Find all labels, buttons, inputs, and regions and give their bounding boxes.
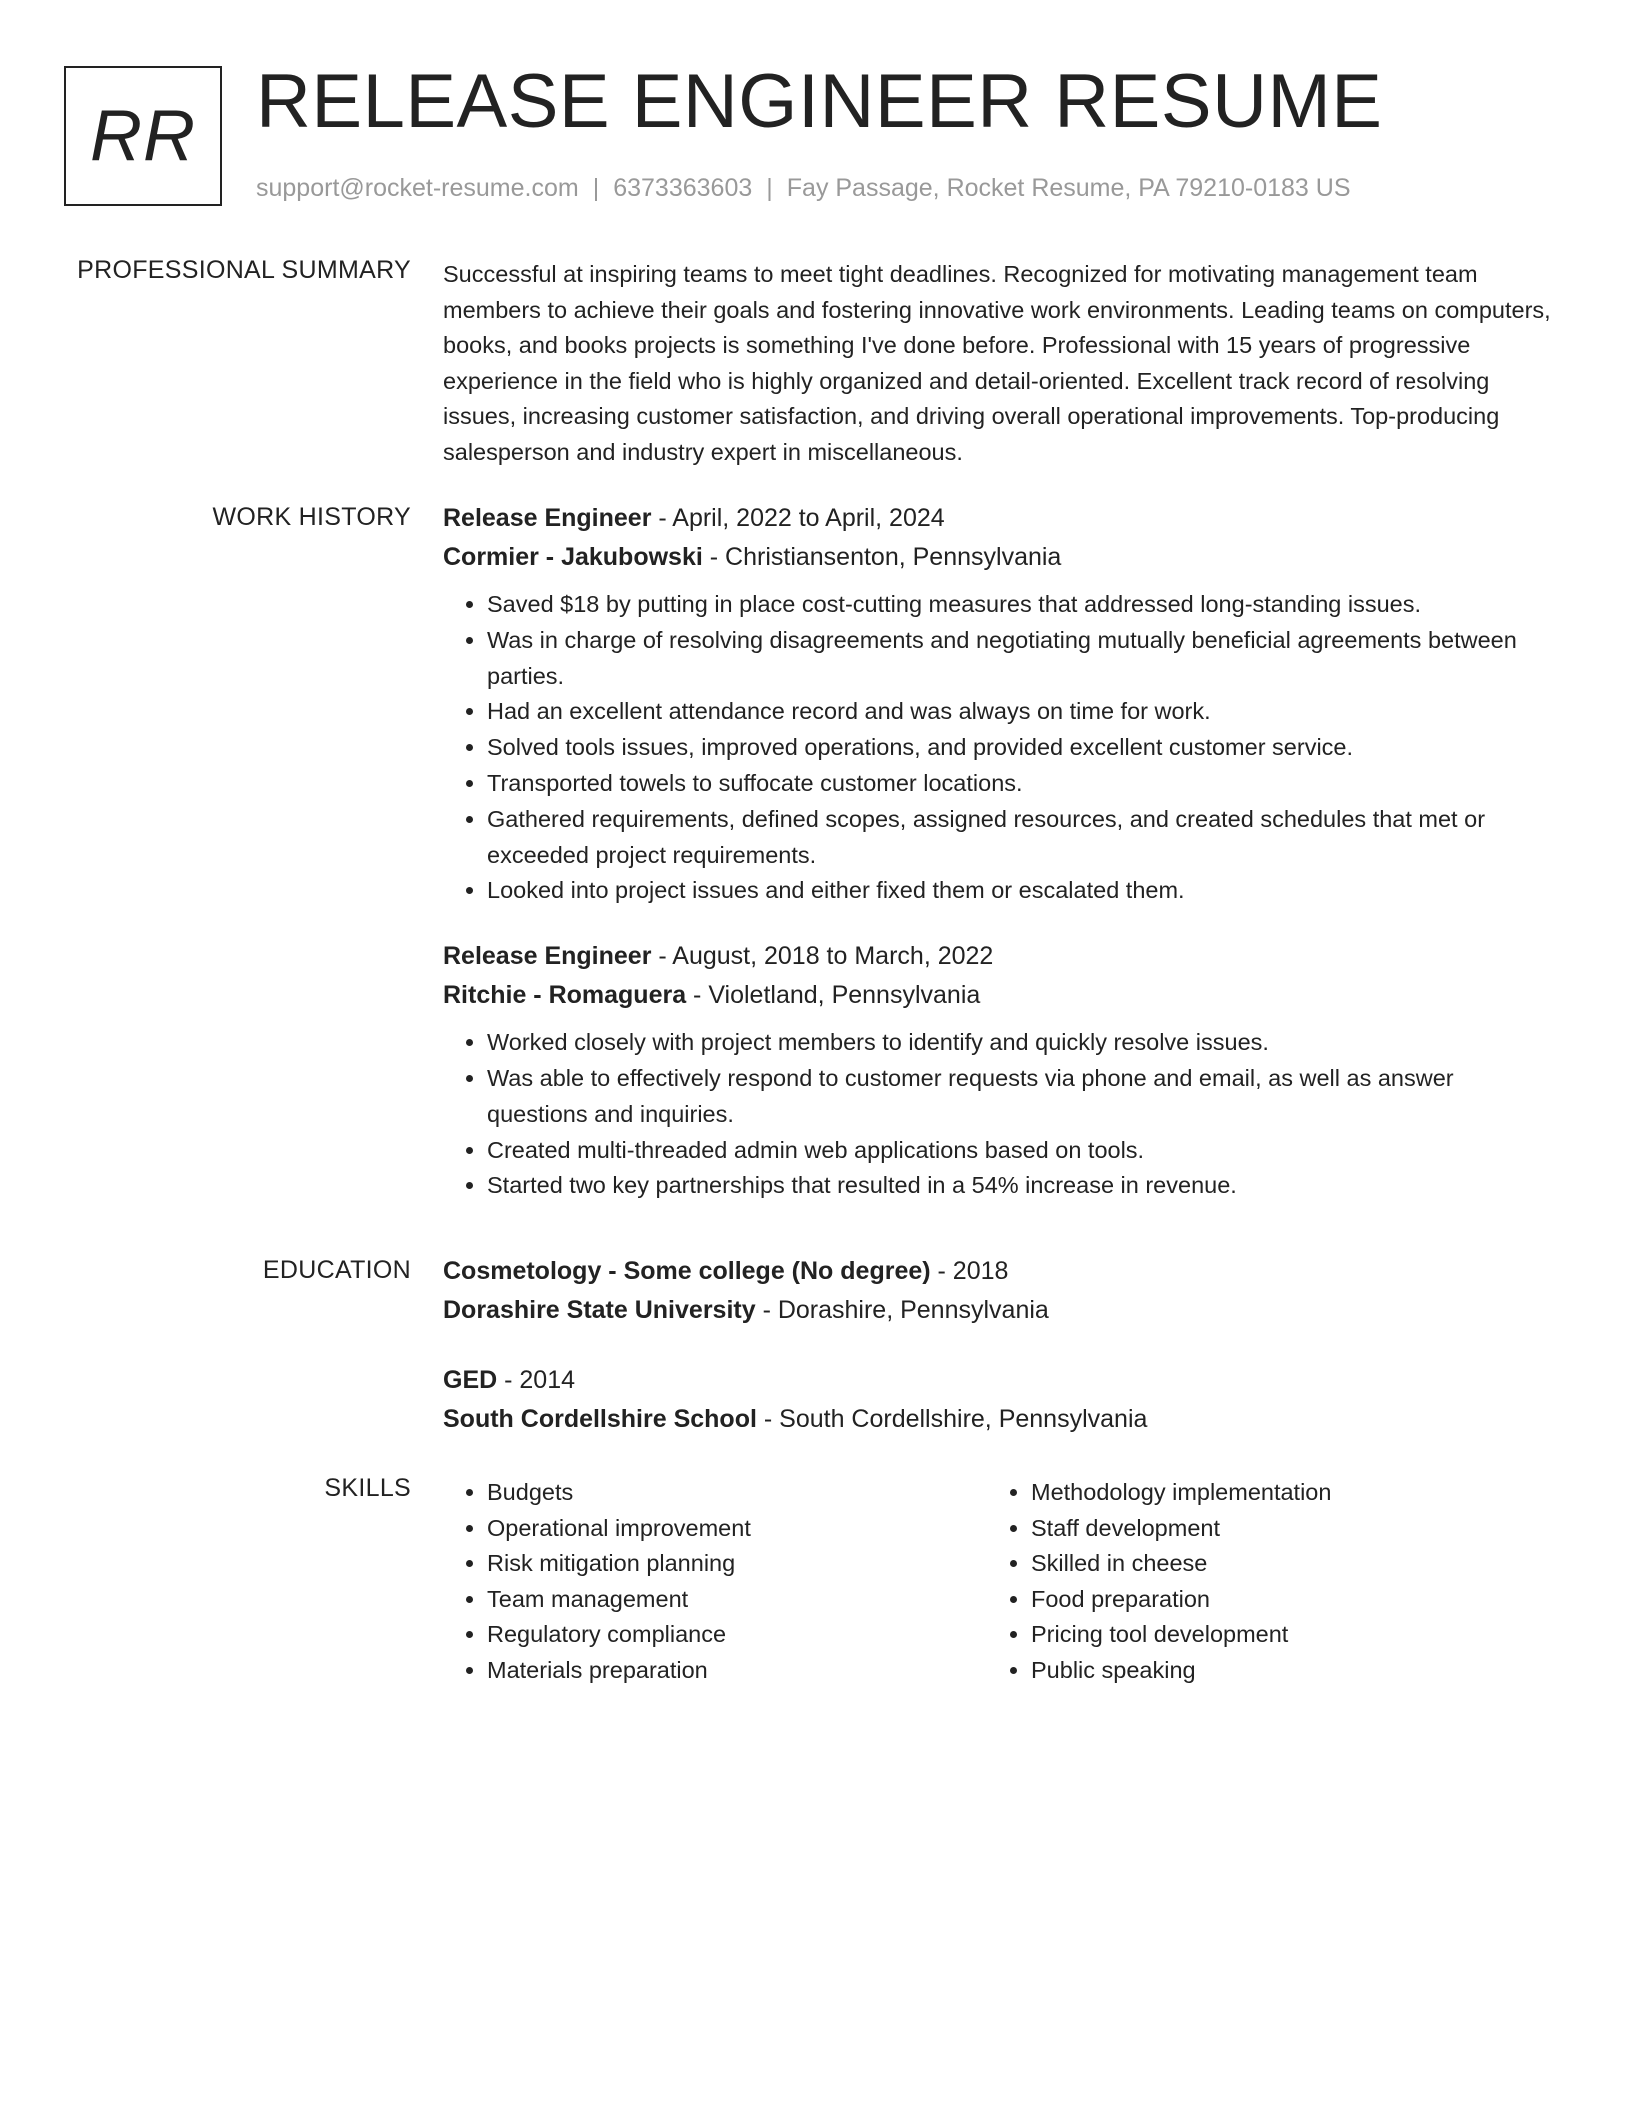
contact-line xyxy=(256,174,1351,203)
skill-item: • Materials preparation xyxy=(487,1653,987,1689)
skills-columns xyxy=(443,1475,1553,1689)
skills-list-right xyxy=(987,1475,1531,1689)
education-body xyxy=(443,1252,1553,1439)
job-bullet: • Was in charge of resolving disagreements and negotiating mutually beneficial agreements between parties. xyxy=(487,623,1553,695)
skill-item: • Methodology implementation xyxy=(1031,1475,1531,1511)
job-dates: - April, 2022 to April, 2024 xyxy=(651,504,945,532)
job-title: Release Engineer xyxy=(443,504,652,532)
job-entry xyxy=(443,937,1553,1204)
section-label-education: EDUCATION xyxy=(262,1256,411,1284)
education-entry xyxy=(443,1252,1553,1330)
job-title-line xyxy=(443,937,1553,976)
job-bullet: • Was able to effectively respond to customer requests via phone and email, as well as answer questions and inquiries. xyxy=(487,1061,1553,1133)
skill-item: • Public speaking xyxy=(1031,1653,1531,1689)
skill-item: • Skilled in cheese xyxy=(1031,1546,1531,1582)
contact-separator: | xyxy=(592,174,600,202)
section-label-summary: PROFESSIONAL SUMMARY xyxy=(77,256,411,284)
skill-item: • Staff development xyxy=(1031,1511,1531,1547)
job-bullet: • Had an excellent attendance record and was always on time for work. xyxy=(487,694,1553,730)
education-school: South Cordellshire School xyxy=(443,1405,757,1433)
job-company: Ritchie - Romaguera xyxy=(443,981,687,1010)
job-bullet: • Transported towels to suffocate customer locations. xyxy=(487,766,1553,802)
contact-separator: | xyxy=(766,174,773,202)
education-degree-line xyxy=(443,1252,1553,1291)
skill-item: • Operational improvement xyxy=(487,1511,987,1547)
monogram-logo xyxy=(64,66,222,206)
summary-text: Successful at inspiring teams to meet tight deadlines. Recognized for motivating management team members to achieve their goals and fostering innovative work environments. Leading teams on computers, books, and books projects is something I've done before. Professional with 15 years of progressive experience in the field who is highly organized and detail-oriented. Excellent track record of resolving issues, increasing customer satisfaction, and driving overall operational improvements. Top-producing salesperson and industry expert in miscellaneous. xyxy=(443,261,1551,465)
education-school-line xyxy=(443,1400,1553,1439)
skill-item: • Food preparation xyxy=(1031,1582,1531,1618)
job-bullet: • Gathered requirements, defined scopes, assigned resources, and created schedules that met or exceeded project requirements. xyxy=(487,802,1553,874)
resume-title: RELEASE ENGINEER RESUME xyxy=(256,59,1383,144)
job-bullet: • Solved tools issues, improved operations, and provided excellent customer service. xyxy=(487,730,1553,766)
education-degree: GED xyxy=(443,1366,498,1394)
work-history-body xyxy=(443,499,1553,1204)
contact-address: Fay Passage, Rocket Resume, PA 79210-0183 US xyxy=(786,174,1351,202)
skills-body xyxy=(443,1475,1553,1689)
contact-phone: 6373363603 xyxy=(613,174,753,202)
section-label-skills: SKILLS xyxy=(324,1474,411,1502)
job-title: Release Engineer xyxy=(443,942,652,971)
education-location: - Dorashire, Pennsylvania xyxy=(755,1296,1049,1324)
job-bullet: • Saved $18 by putting in place cost-cutting measures that addressed long-standing issues. xyxy=(487,587,1553,623)
job-company-line xyxy=(443,976,1553,1015)
job-location: - Violetland, Pennsylvania xyxy=(686,981,981,1010)
education-school: Dorashire State University xyxy=(443,1296,756,1324)
job-location: - Christiansenton, Pennsylvania xyxy=(702,543,1062,571)
section-label-work-history: WORK HISTORY xyxy=(212,503,411,531)
skill-item: • Team management xyxy=(487,1582,987,1618)
job-bullets xyxy=(443,587,1553,909)
skill-item: • Pricing tool development xyxy=(1031,1617,1531,1653)
education-degree-line xyxy=(443,1361,1553,1400)
education-school-line xyxy=(443,1291,1553,1330)
job-company: Cormier - Jakubowski xyxy=(443,543,703,571)
summary-body xyxy=(443,257,1553,471)
education-entry xyxy=(443,1361,1553,1439)
skill-item: • Risk mitigation planning xyxy=(487,1546,987,1582)
job-bullet: • Worked closely with project members to identify and quickly resolve issues. xyxy=(487,1025,1553,1061)
job-bullet: • Looked into project issues and either fixed them or escalated them. xyxy=(487,873,1553,909)
job-bullet: • Started two key partnerships that resulted in a 54% increase in revenue. xyxy=(487,1168,1553,1204)
skill-item: • Regulatory compliance xyxy=(487,1617,987,1653)
skill-item: • Budgets xyxy=(487,1475,987,1511)
education-degree: Cosmetology - Some college (No degree) xyxy=(443,1257,931,1285)
job-title-line xyxy=(443,499,1553,538)
job-bullet: • Created multi-threaded admin web applications based on tools. xyxy=(487,1133,1553,1169)
job-company-line xyxy=(443,538,1553,577)
job-entry xyxy=(443,499,1553,909)
skills-list-left xyxy=(443,1475,987,1689)
education-year: - 2018 xyxy=(930,1257,1009,1285)
job-bullets xyxy=(443,1025,1553,1204)
job-dates: - August, 2018 to March, 2022 xyxy=(651,942,994,971)
education-year: - 2014 xyxy=(497,1366,576,1394)
contact-email: support@rocket-resume.com xyxy=(256,174,579,202)
monogram-text: RR xyxy=(90,96,196,176)
education-location: - South Cordellshire, Pennsylvania xyxy=(756,1405,1148,1433)
